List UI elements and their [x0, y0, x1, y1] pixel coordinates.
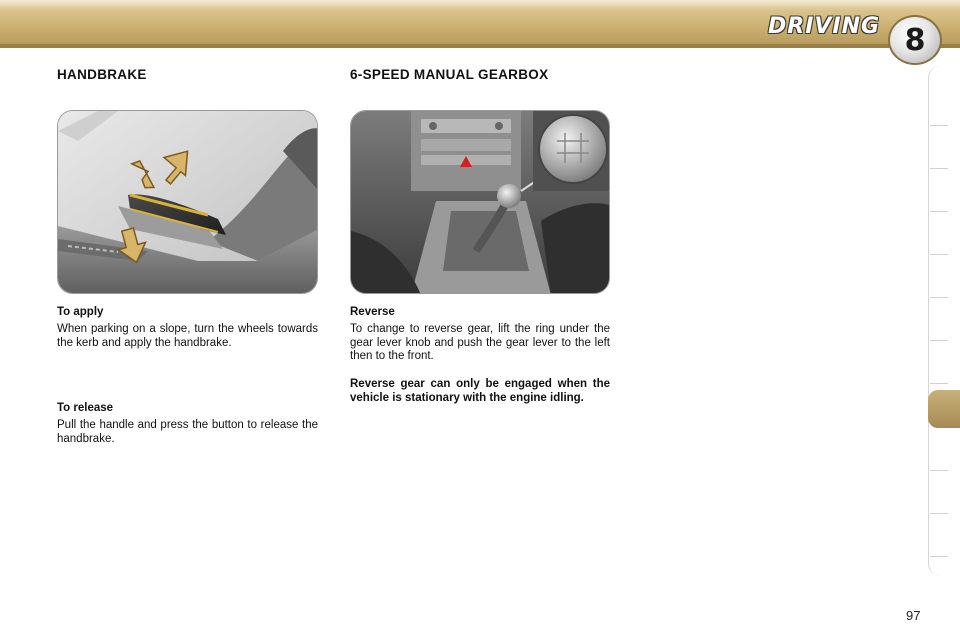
to-apply-text: When parking on a slope, turn the wheels towards the kerb and apply the handbrake.	[57, 323, 318, 349]
tab-divider	[930, 556, 948, 557]
reverse-title: Reverse	[350, 306, 395, 318]
chapter-title: DRIVING	[768, 14, 881, 39]
active-chapter-tab[interactable]	[928, 390, 960, 428]
handbrake-illustration	[57, 110, 318, 294]
tab-divider	[930, 513, 948, 514]
gearbox-heading: 6-SPEED MANUAL GEARBOX	[350, 67, 549, 82]
to-release-text: Pull the handle and press the button to release the handbrake.	[57, 419, 318, 445]
to-apply-title: To apply	[57, 306, 104, 318]
page-number: 97	[906, 608, 921, 623]
handbrake-heading: HANDBRAKE	[57, 67, 147, 82]
chapter-tabs	[928, 66, 960, 576]
tab-divider	[930, 125, 948, 126]
tab-divider	[930, 297, 948, 298]
reverse-text: To change to reverse gear, lift the ring under the gear lever knob and push the gear lever to the left then to the front.	[350, 323, 610, 362]
chapter-number: 8	[904, 23, 926, 58]
tab-divider	[930, 340, 948, 341]
chapter-badge	[888, 15, 942, 65]
tab-divider	[930, 168, 948, 169]
reverse-warning: Reverse gear can only be engaged when the vehicle is stationary with the engine idling.	[350, 378, 610, 404]
gearbox-illustration	[350, 110, 610, 294]
to-release-title: To release	[57, 402, 114, 414]
header-divider	[0, 44, 960, 48]
tab-divider	[930, 211, 948, 212]
tab-divider	[930, 383, 948, 384]
tab-divider	[930, 470, 948, 471]
tab-divider	[930, 254, 948, 255]
